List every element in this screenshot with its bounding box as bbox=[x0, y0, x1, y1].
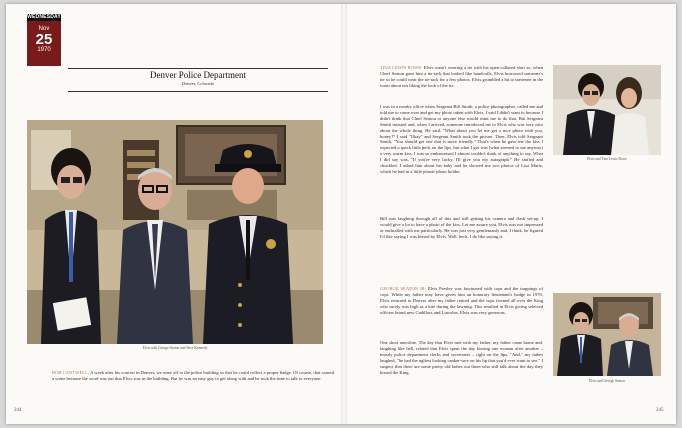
section-heading bbox=[68, 70, 328, 87]
story-text: A week after his concert in Denver, we went off to the police building so that he could collect a proper badge. Of course, that caused a scene because the word was out that Elvis was in the building. But he was an easy guy to get along with and he took the time to talk to everyone. bbox=[52, 370, 334, 381]
speaker-name: TINA LEWIS ROWE: bbox=[380, 65, 423, 70]
page-subtitle: Denver, Colorado bbox=[181, 81, 215, 86]
story-tina-lewis-rowe-p2: I was in a nearby office when Sergeant Bill Smith, a police photographer, called me and told me to come over and get my photo taken with Elvis. I said I didn't want to because I didn't think that Chief Seaton or anyone else would want me to do that. But Sergeant Smith insisted and, when I arrived, someone introduced me to Elvis who was very nice about the whole thing. He said, "What about you let me get a nice photo with you, honey?" I said "Okay" and Sergeant Smith took the picture. Then, Elvis told Sergeant Smith, "You should get one that is more friendly." That's when he gave me the kiss I expected a quick little peck on the lips, but what I got was (what seemed to me anyway) a very warm kiss. I was so embarrassed I almost couldn't think of anything to say. What I did say was, "If you're very lucky, I'll give you my autograph." He smiled and chuckled. I asked him about his baby and he showed me two photos of Lisa Marie, which he had in a little plastic photo holder. bbox=[380, 104, 543, 174]
story-text: Elvis wasn't wearing a tie with his open-collared shirt so, when Chief Seaton gave him a tie-tack that looked like handcuffs, Elvis borrowed someone's tie so he could wear the tie-tack for a few photos. Elvis grumbled a bit to someone in the room about not liking the look of the tie. bbox=[380, 65, 543, 88]
page-number-right: 245 bbox=[656, 408, 664, 413]
date-day: 25 bbox=[35, 31, 53, 48]
heading-rule-top bbox=[68, 68, 328, 69]
story-george-seaton-p2: One short anecdote. The day that Elvis met with my father, my father came home and, laughing like hell, related that Elvis spent the day kissing one woman after another – mostly police department clerks and secretaries – right on the lips. "And," my father laughed, "he had the ugliest looking canker-sore on his lip that you'd ever want to see." I suspect that there are some pretty old ladies out there who still talk about the day they kissed the King. bbox=[380, 340, 543, 375]
date-month: Nov bbox=[38, 26, 50, 32]
story-bob-cantwell bbox=[52, 370, 334, 382]
heading-rule-bottom bbox=[68, 91, 328, 92]
book-spread bbox=[6, 4, 676, 424]
photo-elvis-george bbox=[553, 293, 661, 376]
date-tag bbox=[27, 14, 61, 66]
page-number-left: 244 bbox=[14, 408, 22, 413]
main-photo-caption: Elvis with George Seaton and Jerry Kennedy bbox=[142, 346, 208, 350]
page-title: Denver Police Department bbox=[150, 70, 246, 80]
speaker-name: GEORGE SEATON JR: bbox=[380, 286, 426, 291]
story-tina-lewis-rowe-p3: Bill was laughing through all of this and still getting his camera and flash set-up. I would give a lot to have a photo of the kiss. Let me assure you, Elvis was not impressed or enthralled with me particularly. He was just very gentlemanly and, I think, he figured I'd like saying I was kissed by Elvis. Well, heck, I do like saying it. bbox=[380, 216, 543, 239]
photo-caption-top: Elvis and Tina Lewis Rowe bbox=[587, 157, 627, 161]
main-photo bbox=[27, 120, 323, 344]
photo-caption-bottom: Elvis and George Seaton bbox=[589, 379, 625, 383]
story-tina-lewis-rowe-p1 bbox=[380, 65, 543, 89]
story-text: Elvis Presley was fascinated with cops and the trappings of cops. While my father may have given him an honorary lieutenant's badge in 1970, Elvis returned to Denver after my father retired and the cops fawned all over the King who surely was high as a kite during the fawning. This resulted in Elvis giving selected officers brand new Cadillacs and Lincolns. Elvis was very generous. bbox=[380, 286, 543, 315]
speaker-name: BOB CANTWELL: bbox=[52, 370, 90, 375]
date-year: 1970 bbox=[37, 47, 51, 53]
page-gutter bbox=[341, 4, 347, 424]
date-weekday: WEDNESDAY bbox=[27, 14, 61, 20]
photo-elvis-tina bbox=[553, 65, 661, 155]
story-george-seaton-p1 bbox=[380, 286, 543, 316]
